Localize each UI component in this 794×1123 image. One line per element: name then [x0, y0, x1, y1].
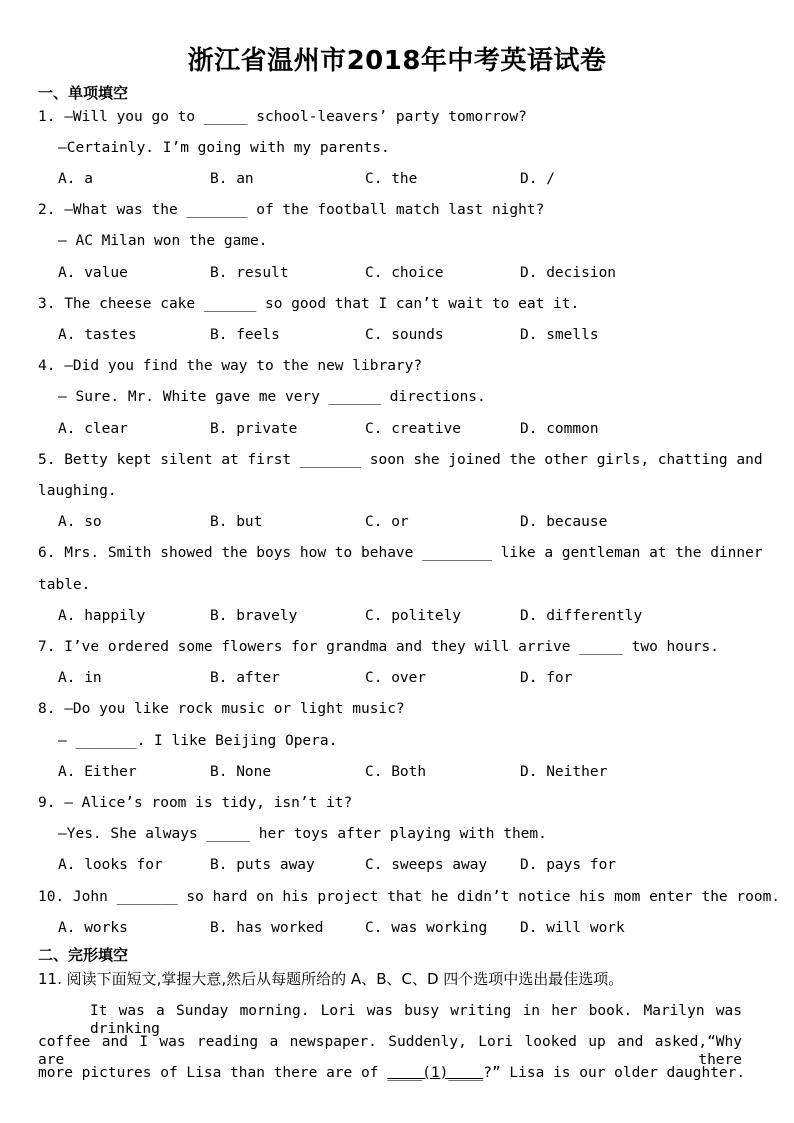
question-3-option-a: A. tastes [58, 327, 137, 343]
question-7-option-a: A. in [58, 670, 102, 686]
question-5-option-d: D. because [520, 514, 608, 530]
question-2-stem: 2. —What was the _______ of the football match last night? [38, 202, 545, 218]
question-1-reply: —Certainly. I’m going with my parents. [58, 140, 390, 156]
question-5-option-a: A. so [58, 514, 102, 530]
question-4-option-c: C. creative [365, 421, 462, 437]
question-2-option-d: D. decision [520, 265, 617, 281]
question-5-option-b: B. but [210, 514, 263, 530]
question-10-stem: 10. John _______ so hard on his project that he didn’t notice his mom enter the room. [38, 889, 781, 905]
question-2-option-b: B. result [210, 265, 289, 281]
question-4-option-d: D. common [520, 421, 599, 437]
question-7-option-b: B. after [210, 670, 280, 686]
question-9-reply: —Yes. She always _____ her toys after playing with them. [58, 826, 547, 842]
question-2-option-a: A. value [58, 265, 128, 281]
question-5-stem: 5. Betty kept silent at first _______ soon she joined the other girls, chatting and [38, 452, 763, 468]
question-10-option-d: D. will work [520, 920, 625, 936]
passage-line-2: coffee and I was reading a newspaper. Suddenly, Lori looked up and asked,“Why are there [38, 1034, 742, 1068]
question-6-option-c: C. politely [365, 608, 462, 624]
question-5-stem-continued: laughing. [38, 483, 117, 499]
question-2-option-c: C. choice [365, 265, 444, 281]
question-9-option-d: D. pays for [520, 857, 617, 873]
question-4-reply: — Sure. Mr. White gave me very ______ directions. [58, 389, 486, 405]
question-8-reply: — _______. I like Beijing Opera. [58, 733, 338, 749]
question-6-option-d: D. differently [520, 608, 643, 624]
question-3-stem: 3. The cheese cake ______ so good that I can’t wait to eat it. [38, 296, 580, 312]
question-10-option-c: C. was working [365, 920, 488, 936]
question-7-option-d: D. for [520, 670, 573, 686]
question-8-option-c: C. Both [365, 764, 427, 780]
question-10-option-b: B. has worked [210, 920, 324, 936]
question-4-option-a: A. clear [58, 421, 128, 437]
passage-line-3 [38, 1064, 746, 1082]
question-11-instructions: 11. 阅读下面短文,掌握大意,然后从每题所给的 A、B、C、D 四个选项中选出最佳选项。 [38, 970, 624, 988]
question-6-stem: 6. Mrs. Smith showed the boys how to behave ________ like a gentleman at the dinner [38, 545, 763, 561]
question-9-stem: 9. — Alice’s room is tidy, isn’t it? [38, 795, 353, 811]
section-heading-single-choice: 一、单项填空 [38, 84, 129, 102]
question-7-stem: 7. I’ve ordered some flowers for grandma and they will arrive _____ two hours. [38, 639, 719, 655]
question-3-option-c: C. sounds [365, 327, 444, 343]
question-8-stem: 8. —Do you like rock music or light music? [38, 701, 405, 717]
question-1-option-d: D. / [520, 171, 555, 187]
question-9-option-b: B. puts away [210, 857, 315, 873]
question-4-stem: 4. —Did you find the way to the new library? [38, 358, 423, 374]
question-3-option-b: B. feels [210, 327, 280, 343]
question-1-option-a: A. a [58, 171, 93, 187]
question-9-option-a: A. looks for [58, 857, 163, 873]
passage-line-1: It was a Sunday morning. Lori was busy writing in her book. Marilyn was drinking [90, 1003, 742, 1037]
question-5-option-c: C. or [365, 514, 409, 530]
question-3-option-d: D. smells [520, 327, 599, 343]
question-6-stem-continued: table. [38, 577, 91, 593]
page-title: 浙江省温州市2018年中考英语试卷 [187, 46, 607, 76]
question-4-option-b: B. private [210, 421, 298, 437]
section-heading-cloze: 二、完形填空 [38, 946, 129, 964]
question-9-option-c: C. sweeps away [365, 857, 488, 873]
cloze-blank-1: ____(1)____ [387, 1065, 484, 1081]
question-6-option-a: A. happily [58, 608, 146, 624]
question-7-option-c: C. over [365, 670, 427, 686]
passage-line-3-start: more pictures of Lisa than there are of [38, 1065, 388, 1081]
question-1-option-b: B. an [210, 171, 254, 187]
question-1-stem: 1. —Will you go to _____ school-leavers’ party tomorrow? [38, 109, 527, 125]
question-10-option-a: A. works [58, 920, 128, 936]
question-8-option-d: D. Neither [520, 764, 608, 780]
question-8-option-b: B. None [210, 764, 272, 780]
question-2-reply: — AC Milan won the game. [58, 233, 268, 249]
passage-line-3-end: ?” Lisa is our older daughter. [483, 1065, 746, 1081]
question-1-option-c: C. the [365, 171, 418, 187]
question-6-option-b: B. bravely [210, 608, 298, 624]
question-8-option-a: A. Either [58, 764, 137, 780]
